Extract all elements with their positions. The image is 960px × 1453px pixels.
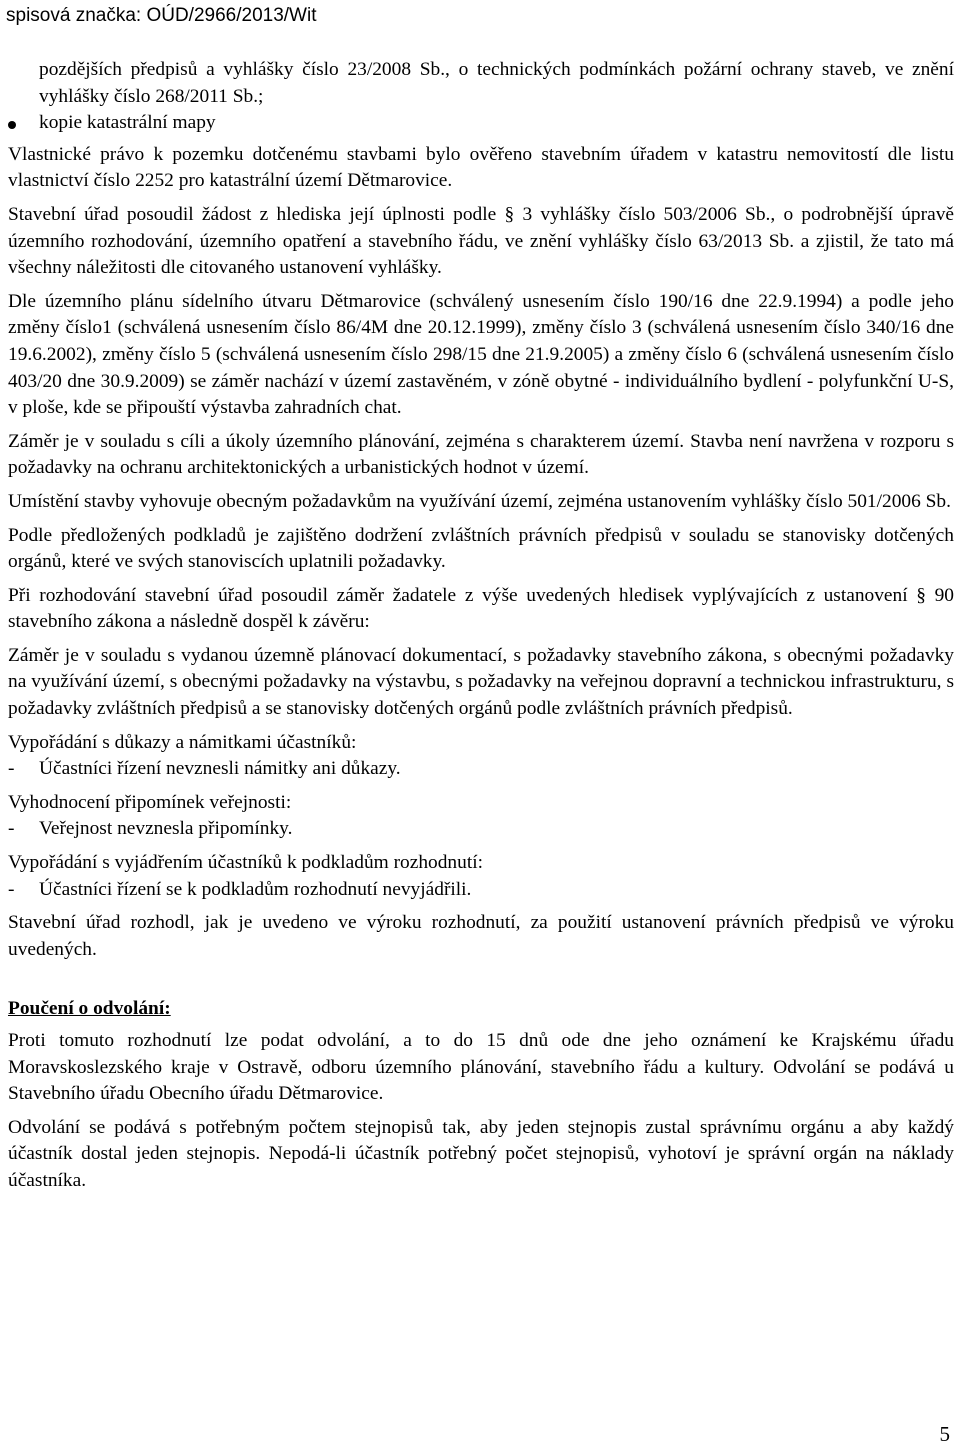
list-item-text: Veřejnost nevznesla připomínky. bbox=[39, 818, 293, 840]
paragraph-appeal-deadline: Proti tomuto rozhodnutí lze podat odvolání, a to do 15 dnů ode dne jeho oznámení ke Krajskému úřadu Moravskoslezského kraje v Ostravě, odboru územního plánování, stavebního řádu a kultury. Odvolání se podává u Stavebního úřadu Obecního úřadu Dětmarovice. bbox=[8, 1030, 954, 1105]
list-item-text: Účastníci řízení se k podkladům rozhodnutí nevyjádřili. bbox=[39, 878, 472, 900]
paragraph-special-regulations: Podle předložených podkladů je zajištěno dodržení zvláštních právních předpisů v souladu se stanovisky dotčených orgánů, které ve svých stanoviscích uplatnili požadavky. bbox=[8, 524, 954, 573]
dash-marker: - bbox=[8, 758, 15, 780]
bullet-item-label: kopie katastrální mapy bbox=[39, 112, 216, 134]
bullet-item-cadastral-map bbox=[8, 110, 954, 137]
paragraph-decision: Stavební úřad rozhodl, jak je uvedeno ve výroku rozhodnutí, za použití ustanovení právních předpisů ve výroku uvedených. bbox=[8, 912, 954, 960]
document-body bbox=[8, 57, 954, 1195]
paragraph-completeness: Stavební úřad posoudil žádost z hlediska její úplnosti podle § 3 vyhlášky číslo 503/2006 Sb., o podrobnější úpravě územního rozhodování, územního opatření a stavebního řádu, ve znění vyhlášky číslo 63/2013 Sb. a zjistil, že tato má všechny náležitosti dle citovaného ustanovení vyhlášky. bbox=[8, 203, 954, 279]
paragraph-conclusion: Záměr je v souladu s vydanou územně plánovací dokumentací, s požadavky stavebního zákona, s obecnými požadavky na využívání území, s obecnými požadavky na výstavbu, s požadavky na veřejnou dopravní a technickou infrastrukturu, s požadavky zvláštních předpisů a se stanovisky dotčených orgánů podle zvláštních právních předpisů. bbox=[8, 644, 954, 720]
section-title-objections: Vypořádání s důkazy a námitkami účastníků: bbox=[8, 731, 357, 753]
paragraph-planning-goals: Záměr je v souladu s cíli a úkoly územního plánování, zejména s charakterem území. Stavba není navržena v rozporu s požadavky na ochranu architektonických a urbanistických hodnot v území. bbox=[8, 430, 954, 479]
paragraph-ownership: Vlastnické právo k pozemku dotčenému stavbami bylo ověřeno stavebním úřadem v katastru nemovitostí dle listu vlastnictví číslo 2252 pro katastrální území Dětmarovice. bbox=[8, 143, 954, 192]
page-number: 5 bbox=[939, 1422, 950, 1446]
bullet-icon bbox=[8, 121, 16, 129]
reference-number: spisová značka: OÚD/2966/2013/Wit bbox=[6, 5, 317, 26]
dash-marker: - bbox=[8, 818, 15, 840]
dash-marker: - bbox=[8, 878, 15, 900]
section-title-public-comments: Vyhodnocení připomínek veřejnosti: bbox=[8, 791, 292, 813]
paragraph-assessment: Při rozhodování stavební úřad posoudil záměr žadatele z výše uvedených hledisek vyplývajících z ustanovení § 90 stavebního zákona a následně dospěl k závěru: bbox=[8, 584, 954, 633]
list-item-statements bbox=[8, 877, 954, 904]
paragraph-appeal-copies: Odvolání se podává s potřebným počtem stejnopisů tak, aby jeden stejnopis zustal správnímu orgánu a aby každý účastník dostal jeden stejnopis. Nepodá-li účastník potřebný počet stejnopisů, vyhotoví je správní orgán na náklady účastníka. bbox=[8, 1116, 954, 1191]
list-item-objections bbox=[8, 756, 954, 783]
heading-appeal-instructions: Poučení o odvolání: bbox=[8, 998, 171, 1020]
section-title-statements: Vypořádání s vyjádřením účastníků k podkladům rozhodnutí: bbox=[8, 852, 483, 874]
list-item-public-comments bbox=[8, 816, 954, 843]
paragraph-placement: Umístění stavby vyhovuje obecným požadavkům na využívání území, zejména ustanovením vyhlášky číslo 501/2006 Sb. bbox=[8, 490, 951, 512]
paragraph-land-use-plan: Dle územního plánu sídelního útvaru Dětmarovice (schválený usnesením číslo 190/16 dne 22.9.1994) a podle jeho změny číslo1 (schválená usnesením číslo 86/4M dne 20.12.1999), změny číslo 3 (schválená usnesením číslo 340/16 dne 19.6.2002), změny číslo 5 (schválená usnesením číslo 298/15 dne 21.9.2005) a změny číslo 6 (schválená usnesením číslo 403/20 dne 30.9.2009) se záměr nachází v území zastavěném, v zóně obytné - individuálního bydlení - polyfunkční U-S, v ploše, kde se připouští výstavba zahradních chat. bbox=[8, 290, 954, 419]
list-item-text: Účastníci řízení nevznesli námitky ani důkazy. bbox=[39, 758, 401, 780]
paragraph-regulations-continued: pozdějších předpisů a vyhlášky číslo 23/2008 Sb., o technických podmínkách požární ochrany staveb, ve znění vyhlášky číslo 268/2011 Sb.; bbox=[39, 59, 954, 107]
